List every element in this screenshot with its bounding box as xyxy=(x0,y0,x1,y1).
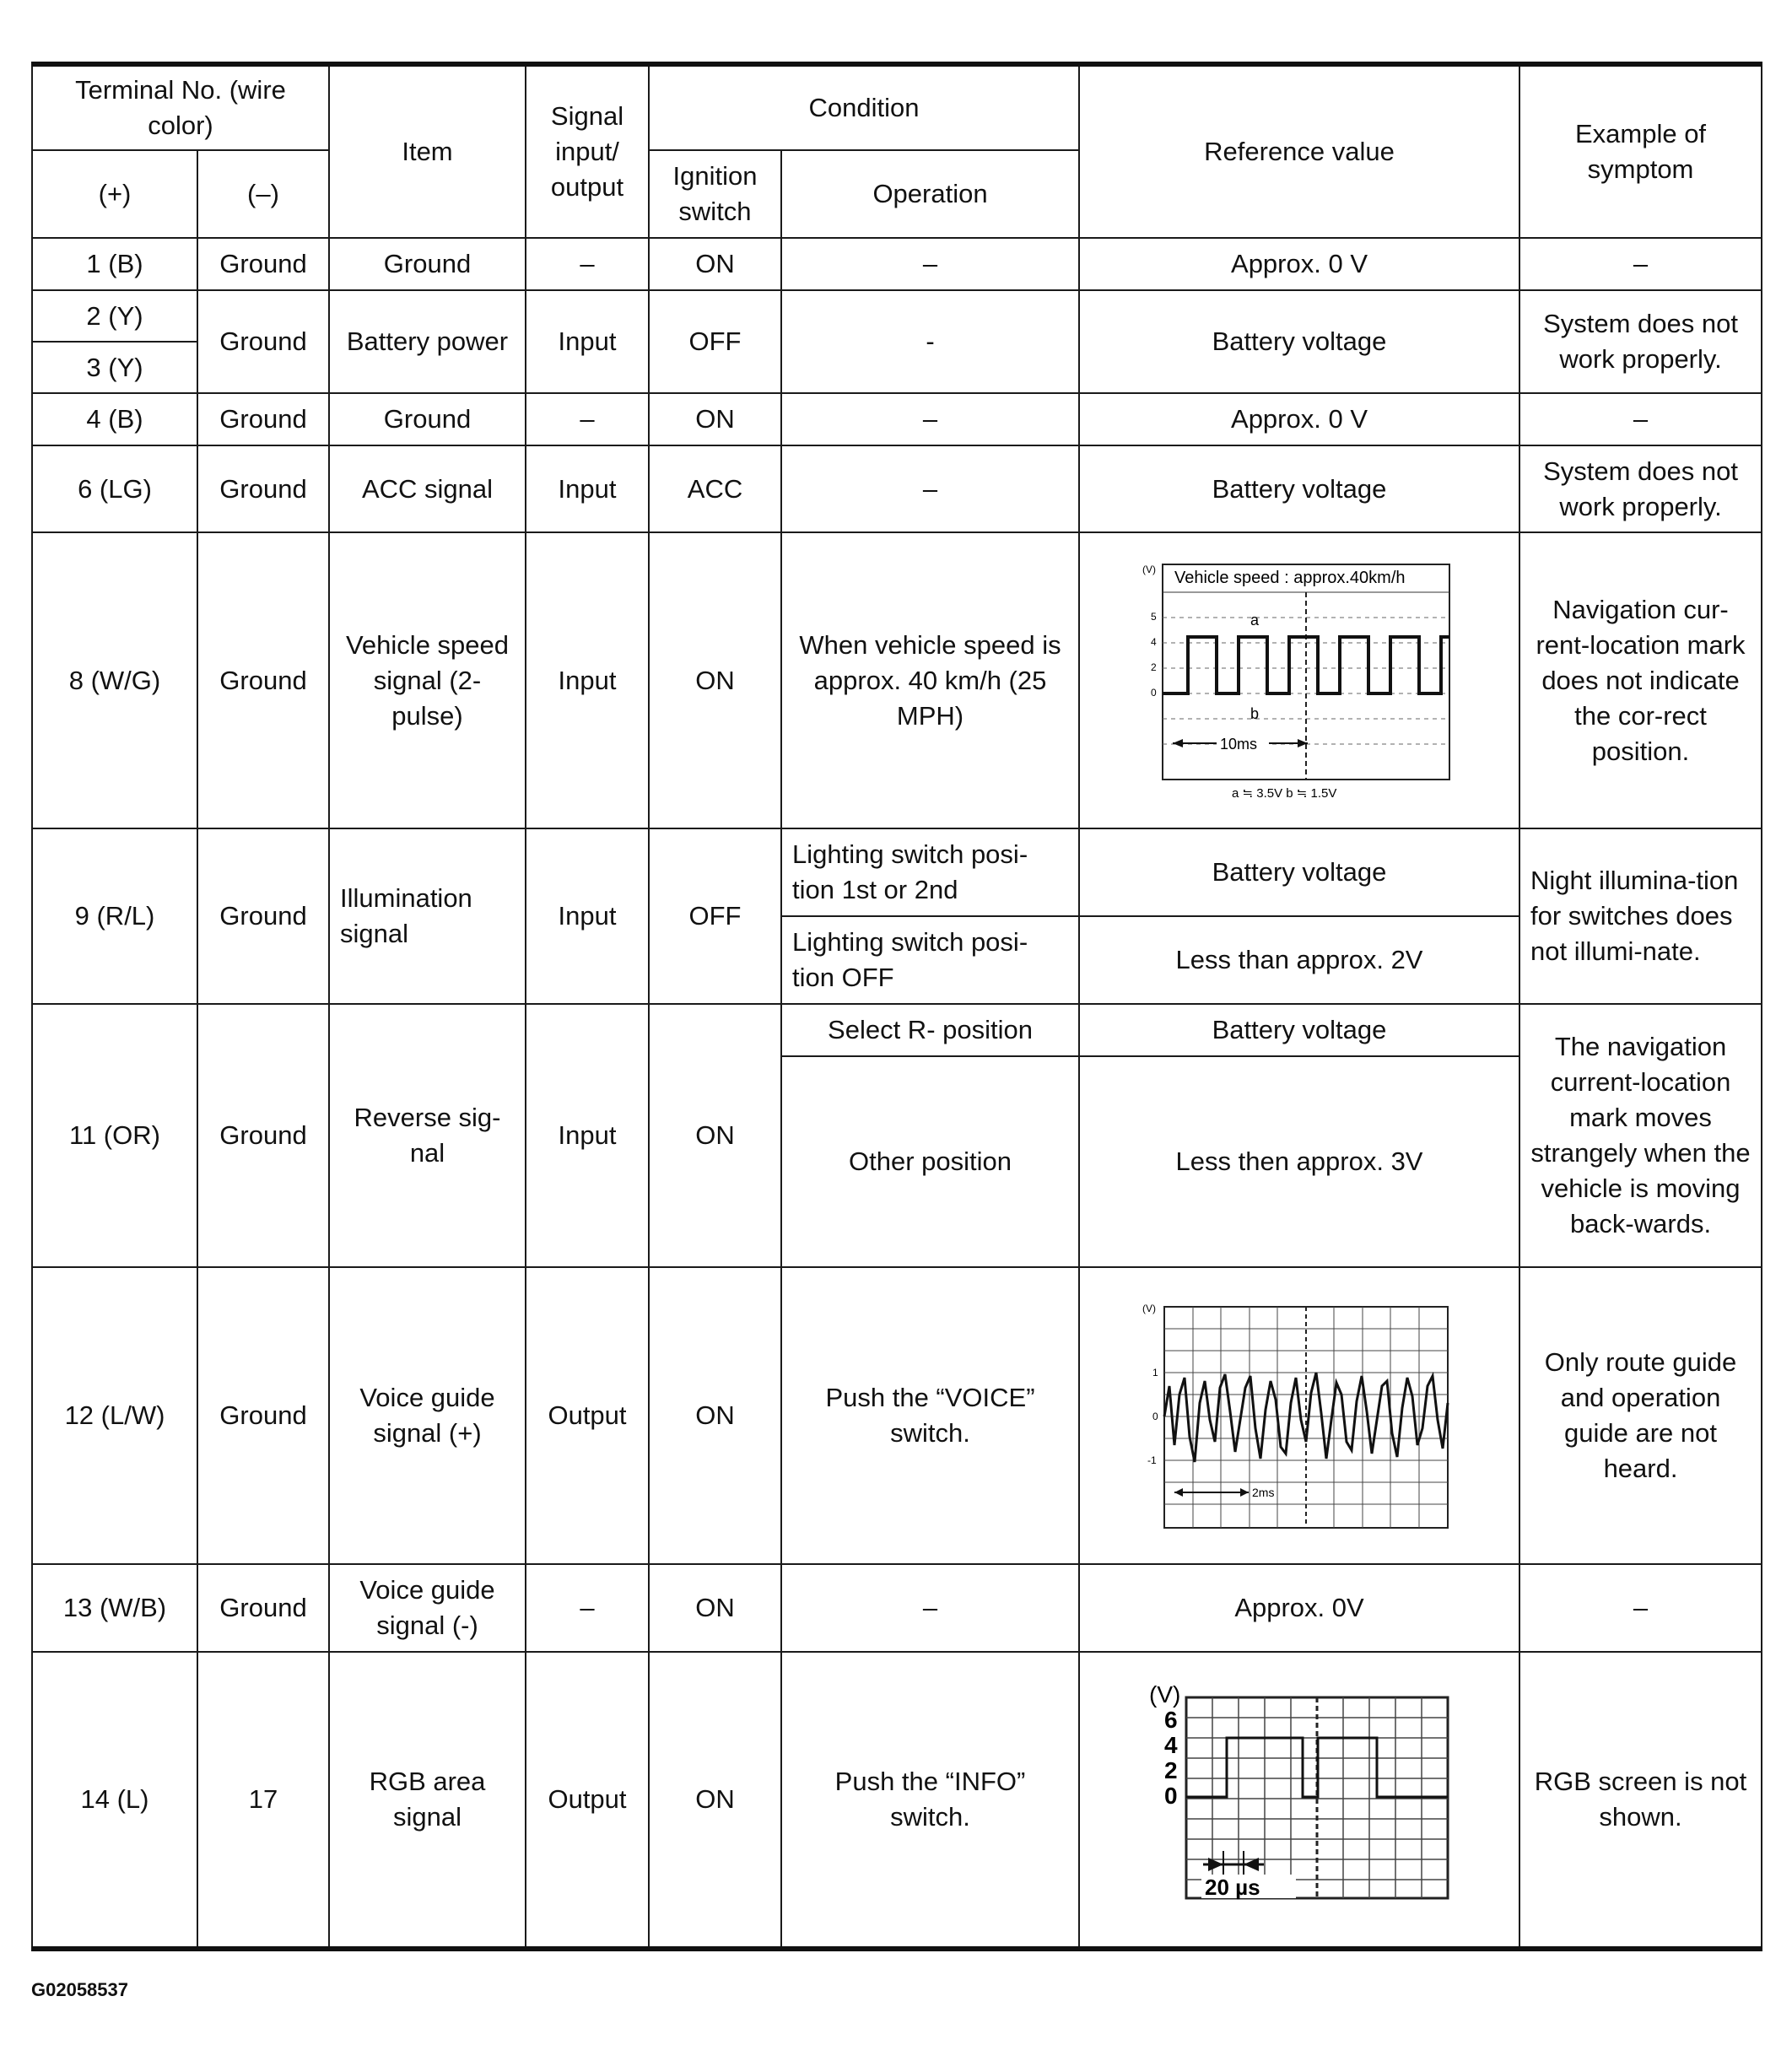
ignition: ON xyxy=(649,1652,781,1949)
symptom: System does not work properly. xyxy=(1519,445,1762,532)
connector-terminal-table-sheet xyxy=(31,62,1761,1951)
signal-io: Input xyxy=(526,290,649,393)
terminal-minus: Ground xyxy=(197,1004,329,1267)
wave-unit-label: (V) xyxy=(1149,1681,1181,1708)
operation: – xyxy=(781,238,1079,290)
reference-value: Approx. 0 V xyxy=(1079,238,1519,290)
terminal-plus: 12 (L/W) xyxy=(32,1267,197,1564)
header-operation: Operation xyxy=(781,150,1079,238)
reference-value: Approx. 0V xyxy=(1079,1564,1519,1652)
terminal-plus: 2 (Y) xyxy=(32,290,197,342)
terminal-plus: 13 (W/B) xyxy=(32,1564,197,1652)
wave-unit-label: (V) xyxy=(1142,1303,1157,1314)
signal-io: – xyxy=(526,1564,649,1652)
terminal-minus: Ground xyxy=(197,445,329,532)
rgb-area-waveform xyxy=(1131,1677,1468,1922)
reference-value: Battery voltage xyxy=(1079,828,1519,916)
terminal-minus: Ground xyxy=(197,828,329,1004)
operation: – xyxy=(781,1564,1079,1652)
tick-6: 6 xyxy=(1164,1707,1178,1733)
header-signal-io: Signal input/ output xyxy=(526,64,649,238)
terminal-reference-table xyxy=(31,62,1762,1951)
table-row xyxy=(32,1652,1762,1949)
terminal-plus: 4 (B) xyxy=(32,393,197,445)
terminal-plus: 11 (OR) xyxy=(32,1004,197,1267)
wave-title: Vehicle speed : approx.40km/h xyxy=(1174,568,1406,587)
header-minus: (–) xyxy=(197,150,329,238)
ignition: OFF xyxy=(649,290,781,393)
terminal-plus: 6 (LG) xyxy=(32,445,197,532)
symptom: Only route guide and operation guide are not heard. xyxy=(1519,1267,1762,1564)
terminal-plus: 1 (B) xyxy=(32,238,197,290)
header-item: Item xyxy=(329,64,526,238)
terminal-plus: 3 (Y) xyxy=(32,342,197,393)
period-label: 2ms xyxy=(1252,1486,1275,1499)
symptom: – xyxy=(1519,1564,1762,1652)
rgb-trace xyxy=(1186,1738,1448,1797)
tick-2: 2 xyxy=(1164,1757,1178,1783)
operation: Select R- position xyxy=(781,1004,1079,1056)
table-row xyxy=(32,238,1762,290)
symptom: – xyxy=(1519,393,1762,445)
ignition: ON xyxy=(649,1004,781,1267)
tick-0: 0 xyxy=(1152,1411,1158,1422)
table-row xyxy=(32,290,1762,342)
symptom: – xyxy=(1519,238,1762,290)
ignition: ON xyxy=(649,238,781,290)
item: RGB area signal xyxy=(329,1652,526,1949)
symptom: System does not work properly. xyxy=(1519,290,1762,393)
table-row xyxy=(32,1267,1762,1564)
symptom: RGB screen is not shown. xyxy=(1519,1652,1762,1949)
tick-1: 1 xyxy=(1152,1367,1158,1378)
operation: – xyxy=(781,445,1079,532)
header-condition: Condition xyxy=(649,64,1079,150)
operation: When vehicle speed is approx. 40 km/h (25 MPH) xyxy=(781,532,1079,828)
item: Ground xyxy=(329,393,526,445)
signal-io: – xyxy=(526,393,649,445)
operation: Other position xyxy=(781,1056,1079,1267)
header-ignition-switch: Ignition switch xyxy=(649,150,781,238)
reference-waveform-cell xyxy=(1079,532,1519,828)
wave-caption: a ≒ 3.5V b ≒ 1.5V xyxy=(1232,785,1337,801)
operation: Lighting switch posi-tion OFF xyxy=(781,916,1079,1004)
reference-waveform-cell xyxy=(1079,1267,1519,1564)
signal-io: Input xyxy=(526,532,649,828)
ignition: ON xyxy=(649,1267,781,1564)
operation: Push the “VOICE” switch. xyxy=(781,1267,1079,1564)
header-reference-value: Reference value xyxy=(1079,64,1519,238)
table-row xyxy=(32,828,1762,916)
period-label: 20 µs xyxy=(1205,1875,1260,1900)
reference-value: Less than approx. 2V xyxy=(1079,916,1519,1004)
item: Ground xyxy=(329,238,526,290)
figure-id: G02058537 xyxy=(31,1979,128,2000)
ignition: ON xyxy=(649,1564,781,1652)
table-row xyxy=(32,532,1762,828)
tick-0: 0 xyxy=(1151,686,1157,699)
signal-io: Input xyxy=(526,828,649,1004)
terminal-minus: 17 xyxy=(197,1652,329,1949)
signal-io: Input xyxy=(526,1004,649,1267)
vehicle-speed-waveform xyxy=(1131,554,1468,807)
period-label: 10ms xyxy=(1220,735,1258,753)
reference-value: Approx. 0 V xyxy=(1079,393,1519,445)
label-a: a xyxy=(1250,611,1260,629)
ignition: ON xyxy=(649,532,781,828)
item: Illumination signal xyxy=(329,828,526,1004)
table-row xyxy=(32,1564,1762,1652)
signal-io: Output xyxy=(526,1267,649,1564)
header-example-symptom: Example of symptom xyxy=(1519,64,1762,238)
tick-2: 2 xyxy=(1151,661,1157,673)
reference-value: Less then approx. 3V xyxy=(1079,1056,1519,1267)
reference-value: Battery voltage xyxy=(1079,1004,1519,1056)
terminal-minus: Ground xyxy=(197,532,329,828)
operation: Push the “INFO” switch. xyxy=(781,1652,1079,1949)
item: ACC signal xyxy=(329,445,526,532)
reference-value: Battery voltage xyxy=(1079,445,1519,532)
wave-unit-label: (V) xyxy=(1142,563,1157,575)
header-plus: (+) xyxy=(32,150,197,238)
symptom: The navigation current-location mark moves strangely when the vehicle is moving back-wards. xyxy=(1519,1004,1762,1267)
reference-value: Battery voltage xyxy=(1079,290,1519,393)
item: Vehicle speed signal (2-pulse) xyxy=(329,532,526,828)
ignition: OFF xyxy=(649,828,781,1004)
terminal-plus: 14 (L) xyxy=(32,1652,197,1949)
ignition: ON xyxy=(649,393,781,445)
operation: – xyxy=(781,393,1079,445)
symptom: Night illumina-tion for switches does not illumi-nate. xyxy=(1519,828,1762,1004)
item: Voice guide signal (+) xyxy=(329,1267,526,1564)
reference-waveform-cell xyxy=(1079,1652,1519,1949)
signal-io: Input xyxy=(526,445,649,532)
terminal-minus: Ground xyxy=(197,290,329,393)
tick-5: 5 xyxy=(1151,610,1157,623)
voice-guide-waveform xyxy=(1131,1293,1468,1538)
tick-4: 4 xyxy=(1164,1732,1178,1758)
label-b: b xyxy=(1250,704,1260,722)
table-row xyxy=(32,393,1762,445)
operation: Lighting switch posi-tion 1st or 2nd xyxy=(781,828,1079,916)
terminal-minus: Ground xyxy=(197,393,329,445)
symptom: Navigation cur-rent-location mark does not indicate the cor-rect position. xyxy=(1519,532,1762,828)
signal-io: Output xyxy=(526,1652,649,1949)
tick-0: 0 xyxy=(1164,1783,1178,1809)
item: Battery power xyxy=(329,290,526,393)
terminal-minus: Ground xyxy=(197,238,329,290)
terminal-plus: 8 (W/G) xyxy=(32,532,197,828)
table-row xyxy=(32,1004,1762,1056)
ignition: ACC xyxy=(649,445,781,532)
tick-4: 4 xyxy=(1151,635,1157,648)
table-row xyxy=(32,445,1762,532)
operation: - xyxy=(781,290,1079,393)
terminal-plus: 9 (R/L) xyxy=(32,828,197,1004)
tick-minus-1: -1 xyxy=(1147,1454,1157,1466)
terminal-minus: Ground xyxy=(197,1564,329,1652)
item: Voice guide signal (-) xyxy=(329,1564,526,1652)
header-terminal-no: Terminal No. (wire color) xyxy=(32,64,329,150)
terminal-minus: Ground xyxy=(197,1267,329,1564)
item: Reverse sig-nal xyxy=(329,1004,526,1267)
signal-io: – xyxy=(526,238,649,290)
